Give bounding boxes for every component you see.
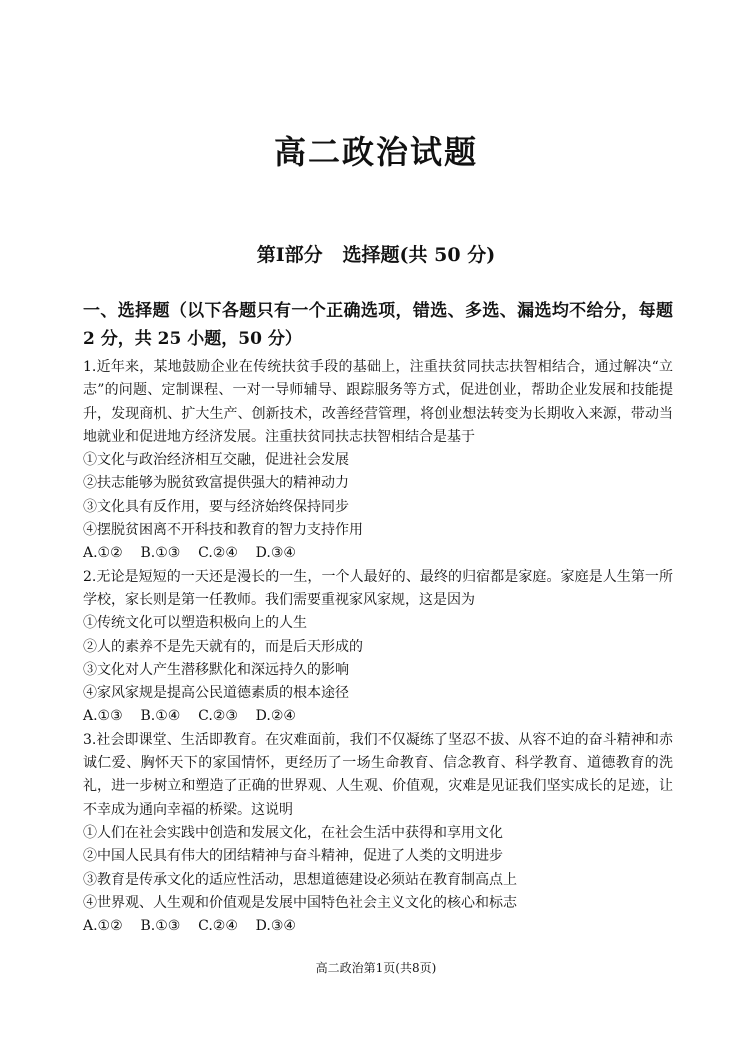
- page-footer: 高二政治第1页(共8页): [315, 961, 437, 975]
- question-option: ④家风家规是提高公民道德素质的根本途径: [83, 685, 349, 702]
- answer-choices: A.①③ B.①④ C.②③ D.②④: [83, 708, 296, 725]
- question-option: ①人们在社会实践中创造和发展文化，在社会生活中获得和享用文化: [83, 824, 503, 841]
- answer-choices: A.①② B.①③ C.②④ D.③④: [83, 545, 296, 562]
- question-option: ②扶志能够为脱贫致富提供强大的精神动力: [83, 475, 349, 492]
- section-title: 一、选择题（以下各题只有一个正确选项，错选、多选、漏选均不给分，每题 2 分，共 25 小题，50 分）: [83, 301, 673, 349]
- page-title: 高二政治试题: [273, 133, 478, 171]
- question-3: [83, 729, 673, 939]
- part-title: 第Ⅰ部分 选择题(共 50 分): [256, 244, 496, 266]
- question-option: ③教育是传承文化的适应性活动，思想道德建设必须站在教育制高点上: [83, 871, 517, 888]
- question-option: ④摆脱贫困离不开科技和教育的智力支持作用: [83, 522, 363, 539]
- question-option: ④世界观、人生观和价值观是发展中国特色社会主义文化的核心和标志: [83, 894, 517, 911]
- questions-block: [83, 356, 673, 938]
- question-stem: 2.无论是短短的一天还是漫长的一生，一个人最好的、最终的归宿都是家庭。家庭是人生第一所学校，家长则是第一任教师。我们需要重视家风家规，这是因为: [83, 568, 673, 608]
- answer-choices: A.①② B.①③ C.②④ D.③④: [83, 918, 296, 935]
- question-stem: 1.近年来，某地鼓励企业在传统扶贫手段的基础上，注重扶贫同扶志扶智相结合，通过解决“立志”的问题、定制课程、一对一导师辅导、跟踪服务等方式，促进创业，帮助企业发展和技能提升，发现商机、扩大生产、创新技术，改善经营管理，将创业想法转变为长期收入来源，带动当地就业和促进地方经济发展。注重扶贫同扶志扶智相结合是基于: [83, 359, 673, 445]
- question-option: ③文化具有反作用，要与经济始终保持同步: [83, 498, 349, 515]
- question-option: ③文化对人产生潜移默化和深远持久的影响: [83, 661, 349, 678]
- question-option: ①传统文化可以塑造积极向上的人生: [83, 615, 307, 632]
- question-option: ①文化与政治经济相互交融，促进社会发展: [83, 452, 349, 469]
- question-option: ②人的素养不是先天就有的，而是后天形成的: [83, 638, 363, 655]
- question-stem: 3.社会即课堂、生活即教育。在灾难面前，我们不仅凝练了坚忍不拔、从容不迫的奋斗精神和赤诚仁爱、胸怀天下的家国情怀，更经历了一场生命教育、信念教育、科学教育、道德教育的洗礼，进一步树立和塑造了正确的世界观、人生观、价值观，灾难是见证我们坚实成长的足迹，让不幸成为通向幸福的桥梁。这说明: [83, 731, 673, 818]
- question-1: [83, 356, 673, 566]
- question-option: ②中国人民具有伟大的团结精神与奋斗精神，促进了人类的文明进步: [83, 848, 503, 865]
- question-2: [83, 566, 673, 729]
